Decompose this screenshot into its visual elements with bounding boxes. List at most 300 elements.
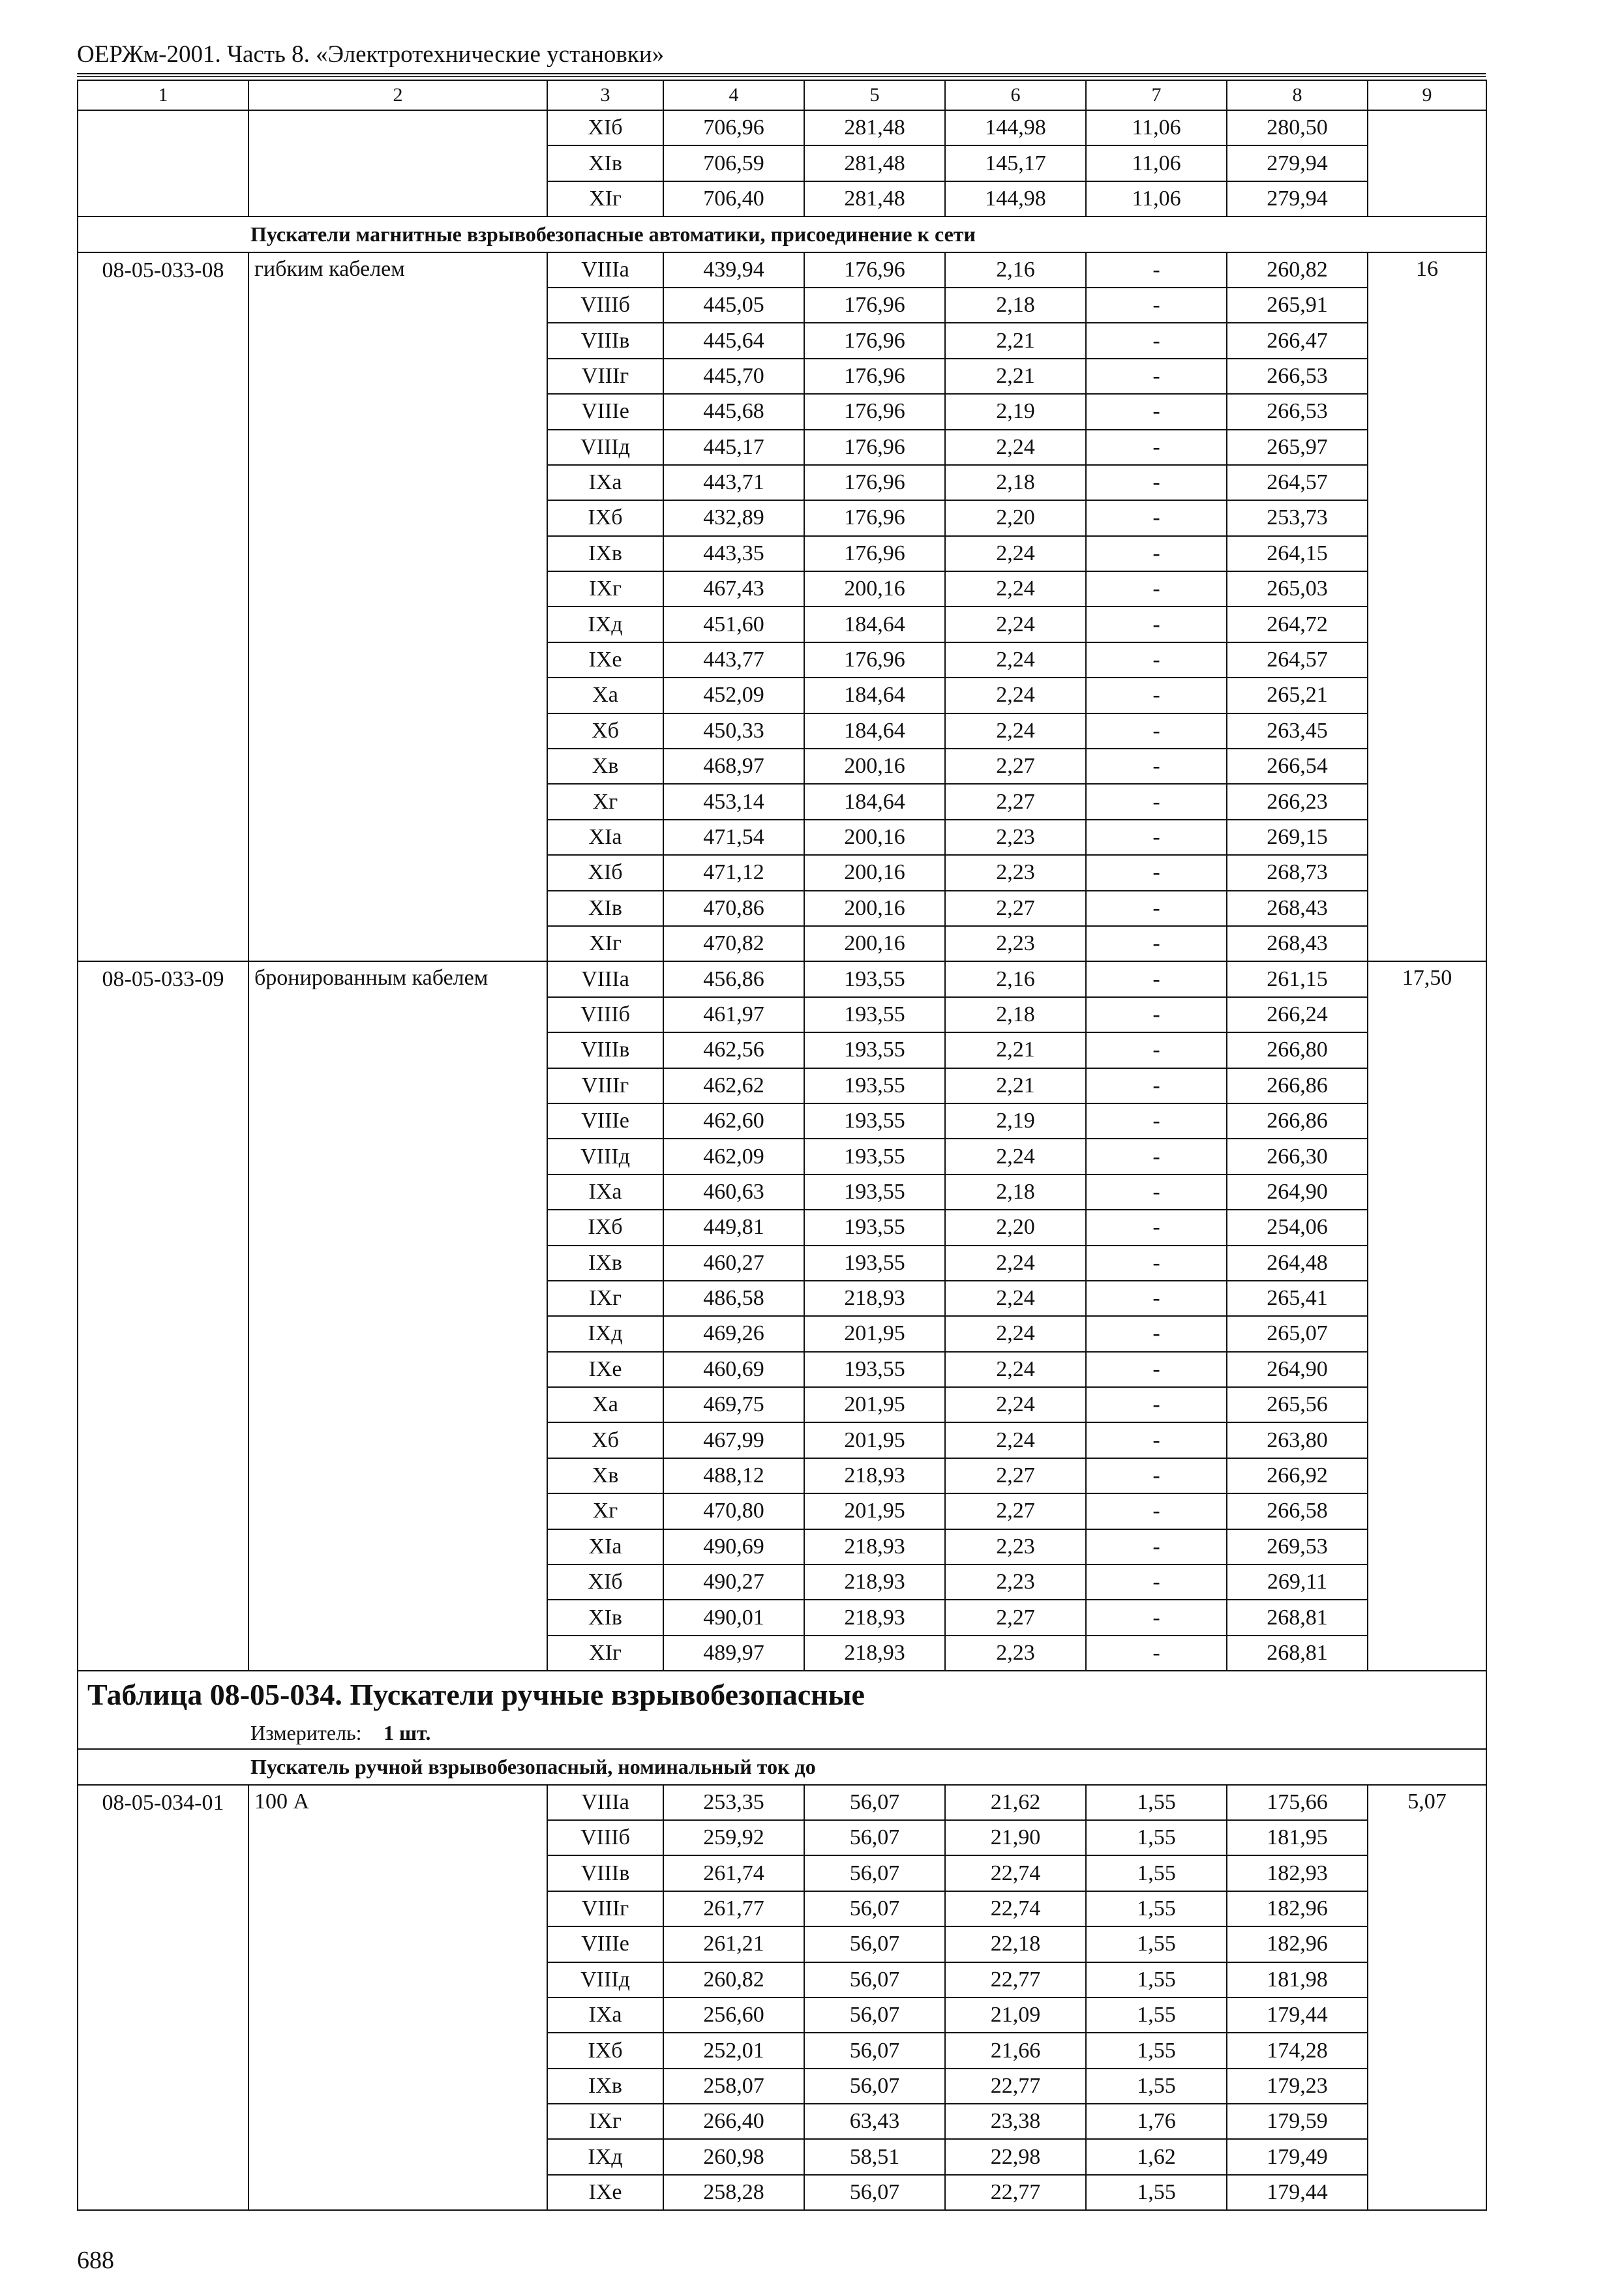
value-cell: 268,73: [1227, 855, 1368, 890]
value-cell: 1,55: [1086, 1962, 1227, 1997]
table-title-block: [78, 1671, 1486, 1749]
value-cell: 1,62: [1086, 2139, 1227, 2174]
value-cell: 144,98: [945, 110, 1086, 145]
value-cell: -: [1086, 1103, 1227, 1139]
value-cell: 182,96: [1227, 1891, 1368, 1926]
value-cell: 1,55: [1086, 1855, 1227, 1891]
value-cell: 22,77: [945, 2175, 1086, 2210]
table-title: Таблица 08-05-034. Пускатели ручные взрывобезопасные: [87, 1678, 865, 1712]
value-cell: 264,57: [1227, 465, 1368, 500]
value-cell: Xв: [547, 749, 663, 784]
value-cell: 193,55: [804, 1103, 945, 1139]
value-cell: 22,18: [945, 1926, 1086, 1962]
value-cell: -: [1086, 323, 1227, 358]
value-cell: 445,70: [663, 359, 804, 394]
value-cell: 218,93: [804, 1636, 945, 1671]
rate-name: бронированным кабелем: [248, 961, 547, 1671]
value-cell: -: [1086, 926, 1227, 961]
rate-name: 100 А: [248, 1785, 547, 2211]
column-number: 8: [1227, 80, 1368, 110]
value-cell: 260,82: [663, 1962, 804, 1997]
value-cell: 254,06: [1227, 1210, 1368, 1245]
value-cell: 470,80: [663, 1493, 804, 1529]
value-cell: IXг: [547, 2104, 663, 2139]
value-cell: 56,07: [804, 1926, 945, 1962]
value-cell: 218,93: [804, 1600, 945, 1635]
value-cell: 176,96: [804, 359, 945, 394]
value-cell: 268,81: [1227, 1600, 1368, 1635]
value-cell: -: [1086, 678, 1227, 713]
value-cell: -: [1086, 571, 1227, 606]
value-cell: 1,55: [1086, 1785, 1227, 1820]
value-cell: 461,97: [663, 997, 804, 1032]
value-cell: -: [1086, 430, 1227, 465]
value-cell: 175,66: [1227, 1785, 1368, 1820]
value-cell: IXе: [547, 1352, 663, 1387]
value-cell: 490,01: [663, 1600, 804, 1635]
value-cell: 261,77: [663, 1891, 804, 1926]
value-cell: 193,55: [804, 1174, 945, 1210]
value-cell: 264,90: [1227, 1174, 1368, 1210]
page-header: ОЕРЖм-2001. Часть 8. «Электротехнические установки»: [77, 41, 665, 68]
value-cell: 193,55: [804, 1352, 945, 1387]
value-cell: 268,43: [1227, 926, 1368, 961]
value-cell: -: [1086, 1564, 1227, 1600]
value-cell: 450,33: [663, 713, 804, 749]
value-cell: -: [1086, 1422, 1227, 1458]
value-cell: 256,60: [663, 1997, 804, 2033]
value-cell: 63,43: [804, 2104, 945, 2139]
column-number: 2: [248, 80, 547, 110]
value-cell: -: [1086, 1139, 1227, 1174]
value-cell: 266,54: [1227, 749, 1368, 784]
value-cell: 193,55: [804, 961, 945, 996]
value-cell: 706,40: [663, 181, 804, 217]
value-cell: IXа: [547, 1997, 663, 2033]
value-cell: 469,75: [663, 1387, 804, 1422]
value-cell: -: [1086, 961, 1227, 996]
value-cell: 22,74: [945, 1891, 1086, 1926]
value-cell: 56,07: [804, 1997, 945, 2033]
value-cell: 451,60: [663, 606, 804, 642]
value-cell: 443,77: [663, 642, 804, 678]
value-cell: 21,62: [945, 1785, 1086, 1820]
value-cell: 265,03: [1227, 571, 1368, 606]
value-cell: 1,55: [1086, 2175, 1227, 2210]
price-table: [77, 80, 1487, 2211]
value-cell: -: [1086, 536, 1227, 571]
value-cell: 264,48: [1227, 1246, 1368, 1281]
value-cell: 706,96: [663, 110, 804, 145]
value-cell: 279,94: [1227, 181, 1368, 217]
table-row: [78, 961, 1486, 996]
value-cell: 2,24: [945, 536, 1086, 571]
value-cell: 200,16: [804, 926, 945, 961]
value-cell: 56,07: [804, 2033, 945, 2068]
section-row: [78, 217, 1486, 252]
value-cell: 266,47: [1227, 323, 1368, 358]
value-cell: 281,48: [804, 145, 945, 181]
value-cell: 265,56: [1227, 1387, 1368, 1422]
value-cell: 2,18: [945, 997, 1086, 1032]
value-cell: VIIIг: [547, 359, 663, 394]
value-cell: 258,28: [663, 2175, 804, 2210]
value-cell: 176,96: [804, 394, 945, 429]
value-cell: XIб: [547, 1564, 663, 1600]
value-cell: 265,21: [1227, 678, 1368, 713]
value-cell: 2,21: [945, 323, 1086, 358]
value-cell: VIIIд: [547, 1139, 663, 1174]
value-cell: 11,06: [1086, 181, 1227, 217]
value-cell: -: [1086, 1600, 1227, 1635]
value-cell: 2,24: [945, 430, 1086, 465]
value-cell: IXд: [547, 606, 663, 642]
value-cell: VIIIе: [547, 394, 663, 429]
value-cell: 468,97: [663, 749, 804, 784]
value-cell: 1,55: [1086, 2033, 1227, 2068]
value-cell: 462,56: [663, 1032, 804, 1068]
value-cell: 452,09: [663, 678, 804, 713]
value-cell: 449,81: [663, 1210, 804, 1245]
value-cell: 263,80: [1227, 1422, 1368, 1458]
value-cell: 2,19: [945, 394, 1086, 429]
value-cell: -: [1086, 500, 1227, 535]
value-cell: 1,55: [1086, 1926, 1227, 1962]
value-cell: Xг: [547, 1493, 663, 1529]
value-cell: -: [1086, 855, 1227, 890]
rate-extra: 5,07: [1368, 1785, 1486, 2211]
value-cell: -: [1086, 359, 1227, 394]
value-cell: 462,62: [663, 1068, 804, 1103]
value-cell: 2,24: [945, 678, 1086, 713]
value-cell: 201,95: [804, 1493, 945, 1529]
value-cell: Xб: [547, 713, 663, 749]
value-cell: IXб: [547, 1210, 663, 1245]
value-cell: 179,49: [1227, 2139, 1368, 2174]
value-cell: 56,07: [804, 2069, 945, 2104]
value-cell: 261,21: [663, 1926, 804, 1962]
value-cell: 2,23: [945, 1529, 1086, 1564]
value-cell: 56,07: [804, 2175, 945, 2210]
value-cell: 445,05: [663, 288, 804, 323]
value-cell: VIIIб: [547, 997, 663, 1032]
value-cell: 193,55: [804, 1068, 945, 1103]
value-cell: Xв: [547, 1458, 663, 1493]
value-cell: 56,07: [804, 1820, 945, 1855]
value-cell: 266,40: [663, 2104, 804, 2139]
value-cell: -: [1086, 1316, 1227, 1351]
value-cell: 460,27: [663, 1246, 804, 1281]
rate-code: 08-05-034-01: [78, 1785, 248, 2211]
value-cell: 470,82: [663, 926, 804, 961]
value-cell: 471,54: [663, 820, 804, 855]
value-cell: -: [1086, 1493, 1227, 1529]
value-cell: 2,21: [945, 1068, 1086, 1103]
value-cell: IXв: [547, 1246, 663, 1281]
value-cell: 268,43: [1227, 891, 1368, 926]
value-cell: 22,74: [945, 1855, 1086, 1891]
value-cell: 2,19: [945, 1103, 1086, 1139]
value-cell: 445,64: [663, 323, 804, 358]
value-cell: 488,12: [663, 1458, 804, 1493]
section-title: Пускатели магнитные взрывобезопасные автоматики, присоединение к сети: [78, 217, 1486, 252]
value-cell: 2,24: [945, 1246, 1086, 1281]
value-cell: 470,86: [663, 891, 804, 926]
value-cell: Xа: [547, 678, 663, 713]
value-cell: 2,23: [945, 820, 1086, 855]
value-cell: 2,27: [945, 891, 1086, 926]
value-cell: Xг: [547, 784, 663, 819]
value-cell: 184,64: [804, 713, 945, 749]
value-cell: 193,55: [804, 1210, 945, 1245]
value-cell: XIв: [547, 1600, 663, 1635]
value-cell: 261,74: [663, 1855, 804, 1891]
value-cell: 179,44: [1227, 2175, 1368, 2210]
value-cell: 21,90: [945, 1820, 1086, 1855]
value-cell: -: [1086, 1387, 1227, 1422]
column-number: 9: [1368, 80, 1486, 110]
value-cell: XIб: [547, 855, 663, 890]
value-cell: 706,59: [663, 145, 804, 181]
value-cell: 2,24: [945, 1352, 1086, 1387]
column-number: 1: [78, 80, 248, 110]
value-cell: -: [1086, 997, 1227, 1032]
value-cell: 179,59: [1227, 2104, 1368, 2139]
value-cell: 58,51: [804, 2139, 945, 2174]
value-cell: -: [1086, 465, 1227, 500]
header-rule-thin: [77, 76, 1486, 77]
value-cell: VIIIв: [547, 323, 663, 358]
value-cell: 2,24: [945, 571, 1086, 606]
value-cell: 2,24: [945, 1316, 1086, 1351]
value-cell: IXг: [547, 1281, 663, 1316]
value-cell: 1,76: [1086, 2104, 1227, 2139]
value-cell: -: [1086, 642, 1227, 678]
value-cell: 460,69: [663, 1352, 804, 1387]
value-cell: 2,23: [945, 926, 1086, 961]
value-cell: 182,96: [1227, 1926, 1368, 1962]
value-cell: 2,27: [945, 784, 1086, 819]
value-cell: 453,14: [663, 784, 804, 819]
value-cell: 439,94: [663, 252, 804, 288]
empty-extra-cell: [1368, 110, 1486, 217]
value-cell: 266,24: [1227, 997, 1368, 1032]
value-cell: 2,24: [945, 642, 1086, 678]
value-cell: 2,20: [945, 1210, 1086, 1245]
value-cell: 432,89: [663, 500, 804, 535]
value-cell: 462,60: [663, 1103, 804, 1139]
table-row: [78, 110, 1486, 145]
value-cell: 486,58: [663, 1281, 804, 1316]
value-cell: 469,26: [663, 1316, 804, 1351]
value-cell: -: [1086, 1458, 1227, 1493]
value-cell: 218,93: [804, 1564, 945, 1600]
value-cell: 2,27: [945, 1493, 1086, 1529]
value-cell: 456,86: [663, 961, 804, 996]
value-cell: IXг: [547, 571, 663, 606]
value-cell: -: [1086, 1281, 1227, 1316]
value-cell: VIIIе: [547, 1103, 663, 1139]
value-cell: 263,45: [1227, 713, 1368, 749]
value-cell: 56,07: [804, 1855, 945, 1891]
value-cell: 145,17: [945, 145, 1086, 181]
value-cell: 179,23: [1227, 2069, 1368, 2104]
value-cell: 266,86: [1227, 1068, 1368, 1103]
value-cell: 445,17: [663, 430, 804, 465]
value-cell: 2,24: [945, 606, 1086, 642]
value-cell: 2,18: [945, 465, 1086, 500]
value-cell: 22,98: [945, 2139, 1086, 2174]
value-cell: 176,96: [804, 323, 945, 358]
value-cell: 259,92: [663, 1820, 804, 1855]
value-cell: 56,07: [804, 1962, 945, 1997]
column-number: 5: [804, 80, 945, 110]
value-cell: 200,16: [804, 749, 945, 784]
value-cell: XIг: [547, 1636, 663, 1671]
value-cell: 56,07: [804, 1785, 945, 1820]
value-cell: VIIIа: [547, 1785, 663, 1820]
value-cell: 467,99: [663, 1422, 804, 1458]
value-cell: IXв: [547, 536, 663, 571]
value-cell: 176,96: [804, 500, 945, 535]
rate-code: 08-05-033-09: [78, 961, 248, 1671]
value-cell: 2,21: [945, 359, 1086, 394]
value-cell: -: [1086, 1032, 1227, 1068]
value-cell: VIIIв: [547, 1855, 663, 1891]
value-cell: 184,64: [804, 606, 945, 642]
value-cell: 11,06: [1086, 145, 1227, 181]
value-cell: 23,38: [945, 2104, 1086, 2139]
value-cell: 2,27: [945, 749, 1086, 784]
value-cell: 181,95: [1227, 1820, 1368, 1855]
value-cell: 462,09: [663, 1139, 804, 1174]
value-cell: VIIIб: [547, 1820, 663, 1855]
value-cell: VIIIд: [547, 1962, 663, 1997]
value-cell: -: [1086, 749, 1227, 784]
value-cell: 176,96: [804, 642, 945, 678]
value-cell: XIг: [547, 926, 663, 961]
value-cell: 21,09: [945, 1997, 1086, 2033]
value-cell: 265,07: [1227, 1316, 1368, 1351]
value-cell: 56,07: [804, 1891, 945, 1926]
value-cell: 21,66: [945, 2033, 1086, 2068]
value-cell: -: [1086, 891, 1227, 926]
value-cell: 22,77: [945, 2069, 1086, 2104]
value-cell: 1,55: [1086, 1820, 1227, 1855]
value-cell: 266,53: [1227, 394, 1368, 429]
value-cell: 490,69: [663, 1529, 804, 1564]
value-cell: VIIIа: [547, 961, 663, 996]
value-cell: 264,15: [1227, 536, 1368, 571]
value-cell: 2,16: [945, 252, 1086, 288]
value-cell: -: [1086, 1352, 1227, 1387]
value-cell: -: [1086, 1246, 1227, 1281]
value-cell: 2,16: [945, 961, 1086, 996]
value-cell: 281,48: [804, 181, 945, 217]
value-cell: IXб: [547, 2033, 663, 2068]
value-cell: VIIIг: [547, 1068, 663, 1103]
value-cell: XIв: [547, 145, 663, 181]
rate-name: гибким кабелем: [248, 252, 547, 962]
value-cell: 281,48: [804, 110, 945, 145]
value-cell: 200,16: [804, 820, 945, 855]
rate-extra: 16: [1368, 252, 1486, 962]
value-cell: VIIIв: [547, 1032, 663, 1068]
rate-extra: 17,50: [1368, 961, 1486, 1671]
value-cell: 266,86: [1227, 1103, 1368, 1139]
value-cell: 179,44: [1227, 1997, 1368, 2033]
value-cell: -: [1086, 394, 1227, 429]
value-cell: 2,18: [945, 1174, 1086, 1210]
value-cell: 218,93: [804, 1529, 945, 1564]
value-cell: 218,93: [804, 1281, 945, 1316]
value-cell: 176,96: [804, 430, 945, 465]
value-cell: -: [1086, 1636, 1227, 1671]
value-cell: VIIIб: [547, 288, 663, 323]
value-cell: 265,91: [1227, 288, 1368, 323]
value-cell: 201,95: [804, 1387, 945, 1422]
value-cell: 269,15: [1227, 820, 1368, 855]
value-cell: 193,55: [804, 1246, 945, 1281]
value-cell: 176,96: [804, 536, 945, 571]
value-cell: 2,24: [945, 713, 1086, 749]
value-cell: 193,55: [804, 1139, 945, 1174]
value-cell: 443,71: [663, 465, 804, 500]
value-cell: 264,72: [1227, 606, 1368, 642]
value-cell: 2,23: [945, 855, 1086, 890]
column-number: 6: [945, 80, 1086, 110]
value-cell: XIа: [547, 820, 663, 855]
value-cell: 2,27: [945, 1458, 1086, 1493]
value-cell: 265,97: [1227, 430, 1368, 465]
value-cell: 264,90: [1227, 1352, 1368, 1387]
value-cell: 174,28: [1227, 2033, 1368, 2068]
table-title-row: [78, 1671, 1486, 1749]
measure-line: [87, 1718, 1486, 1748]
value-cell: -: [1086, 1068, 1227, 1103]
value-cell: 2,21: [945, 1032, 1086, 1068]
value-cell: 1,55: [1086, 1997, 1227, 2033]
value-cell: 181,98: [1227, 1962, 1368, 1997]
value-cell: -: [1086, 1529, 1227, 1564]
value-cell: 2,24: [945, 1422, 1086, 1458]
value-cell: 184,64: [804, 784, 945, 819]
value-cell: 266,53: [1227, 359, 1368, 394]
value-cell: 2,24: [945, 1281, 1086, 1316]
value-cell: XIб: [547, 110, 663, 145]
value-cell: 193,55: [804, 997, 945, 1032]
column-number: 4: [663, 80, 804, 110]
value-cell: XIв: [547, 891, 663, 926]
column-number: 3: [547, 80, 663, 110]
value-cell: 2,20: [945, 500, 1086, 535]
value-cell: 2,24: [945, 1139, 1086, 1174]
value-cell: 260,82: [1227, 252, 1368, 288]
value-cell: 200,16: [804, 891, 945, 926]
value-cell: 266,23: [1227, 784, 1368, 819]
value-cell: 184,64: [804, 678, 945, 713]
value-cell: 266,80: [1227, 1032, 1368, 1068]
value-cell: IXе: [547, 642, 663, 678]
value-cell: 266,58: [1227, 1493, 1368, 1529]
value-cell: 252,01: [663, 2033, 804, 2068]
value-cell: IXа: [547, 1174, 663, 1210]
value-cell: 201,95: [804, 1422, 945, 1458]
value-cell: 280,50: [1227, 110, 1368, 145]
value-cell: 2,24: [945, 1387, 1086, 1422]
value-cell: -: [1086, 784, 1227, 819]
value-cell: -: [1086, 288, 1227, 323]
